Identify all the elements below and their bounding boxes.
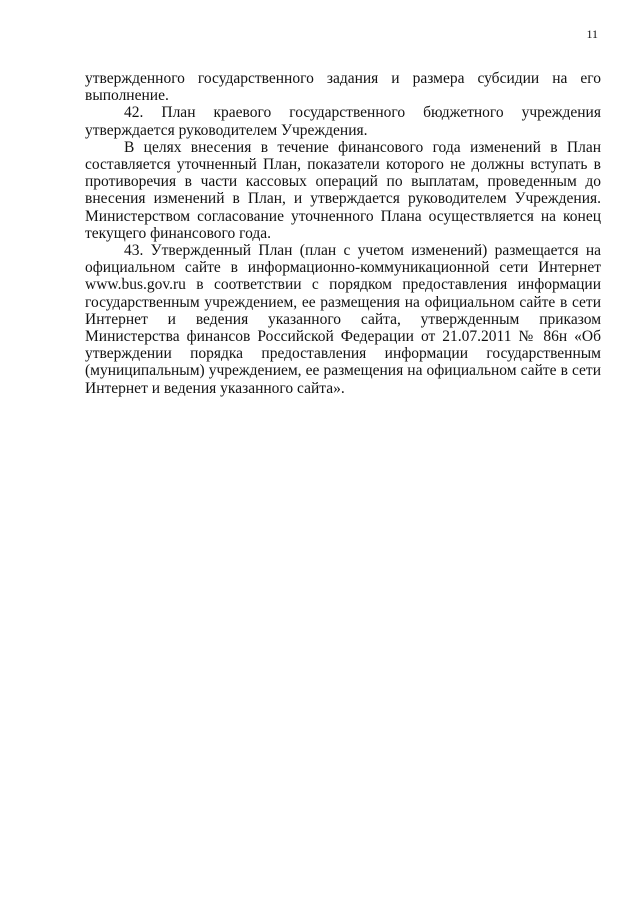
document-body [85, 70, 601, 397]
page-number: 11 [586, 27, 598, 41]
paragraph-continuation: утвержденного государственного задания и размера субсидии на его выполнение. [85, 70, 601, 105]
paragraph-plan-update: В целях внесения в течение финансового года изменений в План составляется уточненный План, показатели которого не должны вступать в противоречия в части кассовых операций по выплатам, проведенным до внесения изменений в План, и утверждается руководителем Учреждения. Министерством согласование уточненного Плана осуществляется на конец текущего финансового года. [85, 138, 601, 242]
paragraph-42: 42. План краевого государственного бюджетного учреждения утверждается руководителем Учреждения. [85, 104, 601, 139]
paragraph-43: 43. Утвержденный План (план с учетом изменений) размещается на официальном сайте в информационно-коммуникационной сети Интернет www.bus.gov.ru в соответствии с порядком предоставления информации государственным учреждением, ее размещения на официальном сайте в сети Интернет и ведения указанного сайта, утвержденным приказом Министерства финансов Российской Федерации от 21.07.2011 № 86н «Об утверждении порядка предоставления информации государственным (муниципальным) учреждением, ее размещения на официальном сайте в сети Интернет и ведения указанного сайта». [85, 242, 601, 397]
